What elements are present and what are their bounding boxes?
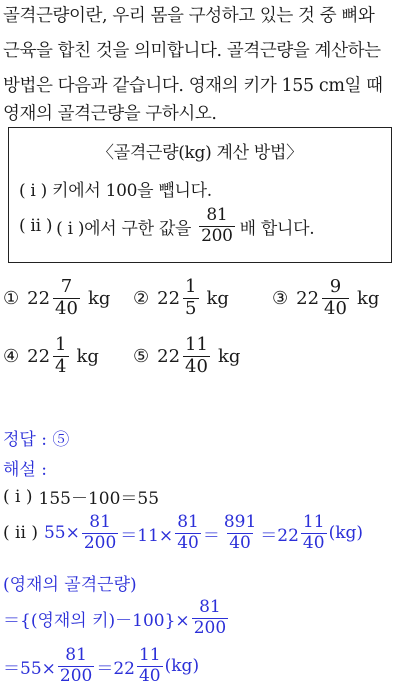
solution-line-3: (영재의 골격근량) bbox=[3, 575, 137, 595]
problem-line-1: 골격근량이란, 우리 몸을 구성하고 있는 것 중 뼈와 bbox=[3, 6, 375, 26]
choice-2[interactable] bbox=[133, 277, 229, 319]
fraction-denominator: 40 bbox=[324, 297, 347, 319]
solution-step-1-expr: 155－100＝55 bbox=[38, 489, 160, 509]
fraction-denominator: 40 bbox=[229, 532, 251, 553]
problem-line-3: 방법은 다음과 같습니다. 영재의 키가 155 cm일 때 bbox=[3, 76, 383, 96]
expr-fraction bbox=[301, 513, 327, 553]
choice-whole: 22 bbox=[157, 287, 181, 309]
step-1-label: ( i ) bbox=[19, 181, 48, 201]
fraction-denominator: 4 bbox=[55, 355, 67, 377]
fraction-numerator: 7 bbox=[60, 276, 73, 297]
choice-unit: kg bbox=[206, 287, 229, 309]
fraction-denominator: 40 bbox=[177, 532, 199, 553]
choice-fraction bbox=[183, 277, 198, 319]
fraction-numerator: 81 bbox=[177, 512, 199, 532]
choice-5[interactable] bbox=[133, 335, 240, 377]
expr-part: ＝22 bbox=[96, 658, 135, 679]
choice-1[interactable] bbox=[3, 277, 110, 319]
step-1-text: 키에서 100을 뺍니다. bbox=[52, 181, 212, 201]
fraction-denominator: 40 bbox=[55, 297, 78, 319]
fraction-denominator: 40 bbox=[302, 532, 325, 553]
fraction-numerator: 81 bbox=[89, 512, 111, 532]
solution-line-5 bbox=[3, 646, 199, 686]
choice-marker: ② bbox=[133, 287, 150, 309]
choice-fraction bbox=[53, 335, 68, 377]
expr-part: ＝55× bbox=[3, 658, 56, 679]
choice-marker: ① bbox=[3, 287, 20, 309]
method-step-2 bbox=[19, 206, 314, 246]
fraction-denominator: 40 bbox=[138, 665, 161, 686]
expr-part: ＝ bbox=[202, 525, 220, 546]
fraction-numerator: 81 bbox=[199, 597, 221, 617]
solution-step-2-expr bbox=[44, 513, 363, 553]
fraction-numerator: 11 bbox=[138, 645, 161, 665]
expr-part: ＝22 bbox=[260, 525, 299, 546]
expr-unit: (kg) bbox=[164, 656, 200, 677]
expr-unit: (kg) bbox=[328, 523, 364, 544]
choice-unit: kg bbox=[217, 345, 241, 367]
choice-fraction bbox=[183, 335, 210, 377]
method-box bbox=[8, 127, 392, 263]
choice-marker: ③ bbox=[272, 287, 289, 309]
choice-unit: kg bbox=[356, 287, 380, 309]
expr-fraction bbox=[175, 513, 201, 553]
choice-4[interactable] bbox=[3, 335, 99, 377]
fraction-denominator: 40 bbox=[185, 355, 208, 377]
choice-fraction bbox=[53, 277, 80, 319]
choice-unit: kg bbox=[76, 345, 99, 367]
choice-marker: ⑤ bbox=[133, 345, 150, 367]
expr-fraction bbox=[137, 646, 163, 686]
solution-step-2-label: ( ii ) bbox=[3, 523, 38, 544]
expr-fraction bbox=[82, 513, 118, 553]
choice-whole: 22 bbox=[27, 287, 51, 309]
choice-whole: 22 bbox=[296, 287, 320, 309]
fraction-denominator: 200 bbox=[83, 532, 117, 553]
fraction-numerator: 9 bbox=[329, 276, 342, 297]
expr-part: 55× bbox=[43, 523, 80, 544]
solution-step-1-label: ( i ) bbox=[3, 486, 33, 507]
fraction-numerator: 11 bbox=[185, 334, 208, 355]
choice-unit: kg bbox=[87, 287, 111, 309]
problem-line-4: 영재의 골격근량을 구하시오. bbox=[3, 104, 217, 124]
fraction-denominator: 200 bbox=[201, 225, 233, 246]
expr-fraction bbox=[222, 513, 258, 553]
expr-fraction bbox=[58, 646, 94, 686]
step-2-fraction bbox=[199, 206, 235, 246]
expr-part: ＝{(영재의 키)－100}× bbox=[3, 610, 190, 631]
step-2-label: ( ii ) bbox=[19, 216, 53, 237]
expr-fraction bbox=[192, 598, 228, 638]
choice-3[interactable] bbox=[272, 277, 379, 319]
step-2-text-after: 배 합니다. bbox=[239, 218, 315, 239]
fraction-numerator: 11 bbox=[302, 512, 325, 532]
fraction-numerator: 1 bbox=[185, 276, 197, 297]
fraction-numerator: 891 bbox=[223, 512, 257, 532]
method-title: 〈골격근량(kg) 계산 방법〉 bbox=[97, 143, 303, 163]
solution-line-2 bbox=[3, 513, 363, 553]
explanation-label: 해설 : bbox=[3, 460, 47, 480]
fraction-numerator: 81 bbox=[206, 205, 228, 225]
choice-fraction bbox=[322, 277, 349, 319]
fraction-numerator: 1 bbox=[55, 334, 67, 355]
choice-whole: 22 bbox=[27, 345, 51, 367]
problem-line-2: 근육을 합친 것을 의미합니다. 골격근량을 계산하는 bbox=[3, 41, 381, 61]
fraction-denominator: 5 bbox=[185, 297, 197, 319]
solution-line-4 bbox=[3, 598, 230, 638]
answer-label: 정답 : ⑤ bbox=[3, 430, 70, 450]
fraction-denominator: 200 bbox=[193, 617, 227, 638]
method-step-1 bbox=[19, 176, 212, 201]
fraction-denominator: 200 bbox=[59, 665, 93, 686]
fraction-numerator: 81 bbox=[65, 645, 87, 665]
solution-line-1 bbox=[3, 484, 159, 509]
choice-whole: 22 bbox=[157, 345, 181, 367]
expr-part: ＝11× bbox=[120, 525, 174, 546]
choice-marker: ④ bbox=[3, 345, 20, 367]
step-2-text-before: ( i )에서 구한 값을 bbox=[56, 218, 192, 239]
